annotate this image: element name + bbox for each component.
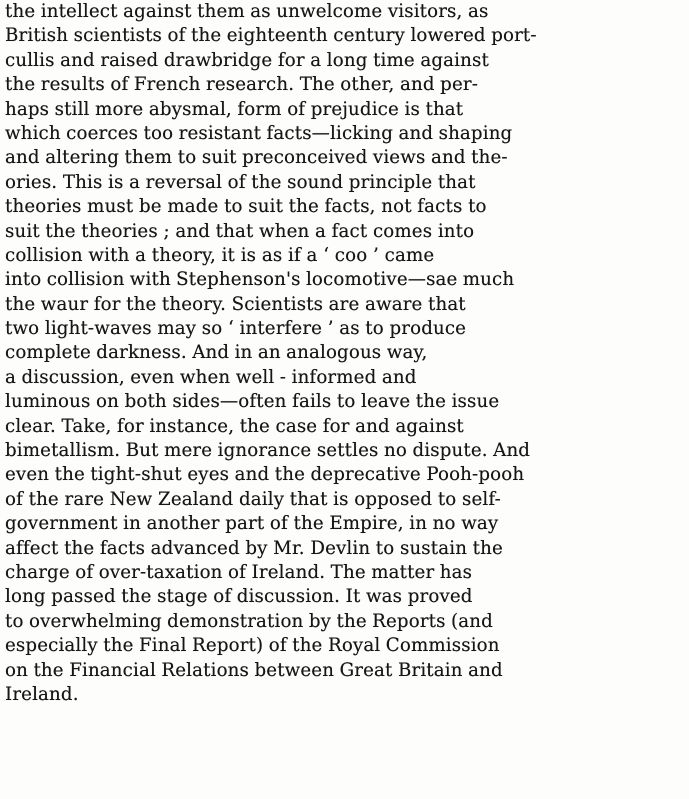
text-line: which coerces too resistant facts—licking and shaping bbox=[5, 122, 513, 144]
text-line: on the Financial Relations between Great Britain and bbox=[5, 659, 503, 681]
text-line: haps still more abysmal, form of prejudice is that bbox=[5, 98, 464, 120]
text-line: affect the facts advanced by Mr. Devlin to sustain the bbox=[5, 537, 503, 559]
text-line: clear. Take, for instance, the case for and against bbox=[5, 415, 464, 437]
text-line: complete darkness. And in an analogous way, bbox=[5, 342, 428, 364]
text-line: bimetallism. But mere ignorance settles no dispute. And bbox=[5, 440, 531, 462]
text-line: especially the Final Report) of the Royal Commission bbox=[5, 635, 500, 657]
text-line: and altering them to suit preconceived views and the- bbox=[5, 147, 508, 169]
text-line: cullis and raised drawbridge for a long time against bbox=[5, 49, 489, 71]
text-line: government in another part of the Empire, in no way bbox=[5, 513, 499, 535]
text-line: a discussion, even when well - informed and bbox=[5, 366, 417, 388]
text-line: even the tight-shut eyes and the deprecative Pooh-pooh bbox=[5, 464, 525, 486]
article-text-block bbox=[5, 0, 687, 707]
text-line: charge of over-taxation of Ireland. The matter has bbox=[5, 561, 473, 583]
text-line-last: Ireland. bbox=[5, 683, 79, 705]
text-line: ories. This is a reversal of the sound principle that bbox=[5, 171, 476, 193]
text-line: to overwhelming demonstration by the Reports (and bbox=[5, 610, 493, 632]
text-line: the results of French research. The other, and per- bbox=[5, 74, 479, 96]
text-line: the waur for the theory. Scientists are aware that bbox=[5, 293, 466, 315]
text-line: British scientists of the eighteenth century lowered port- bbox=[5, 25, 537, 47]
text-line: into collision with Stephenson's locomotive—sae much bbox=[5, 269, 515, 291]
text-line: theories must be made to suit the facts, not facts to bbox=[5, 196, 487, 218]
text-line: the intellect against them as unwelcome visitors, as bbox=[5, 1, 489, 22]
text-line: suit the theories ; and that when a fact comes into bbox=[5, 220, 475, 242]
text-line: luminous on both sides—often fails to leave the issue bbox=[5, 391, 500, 413]
text-line: long passed the stage of discussion. It was proved bbox=[5, 586, 473, 608]
text-line: of the rare New Zealand daily that is opposed to self- bbox=[5, 488, 501, 510]
text-line: two light-waves may so ‘ interfere ’ as to produce bbox=[5, 318, 467, 340]
text-line: collision with a theory, it is as if a ‘ coo ’ came bbox=[5, 244, 435, 266]
